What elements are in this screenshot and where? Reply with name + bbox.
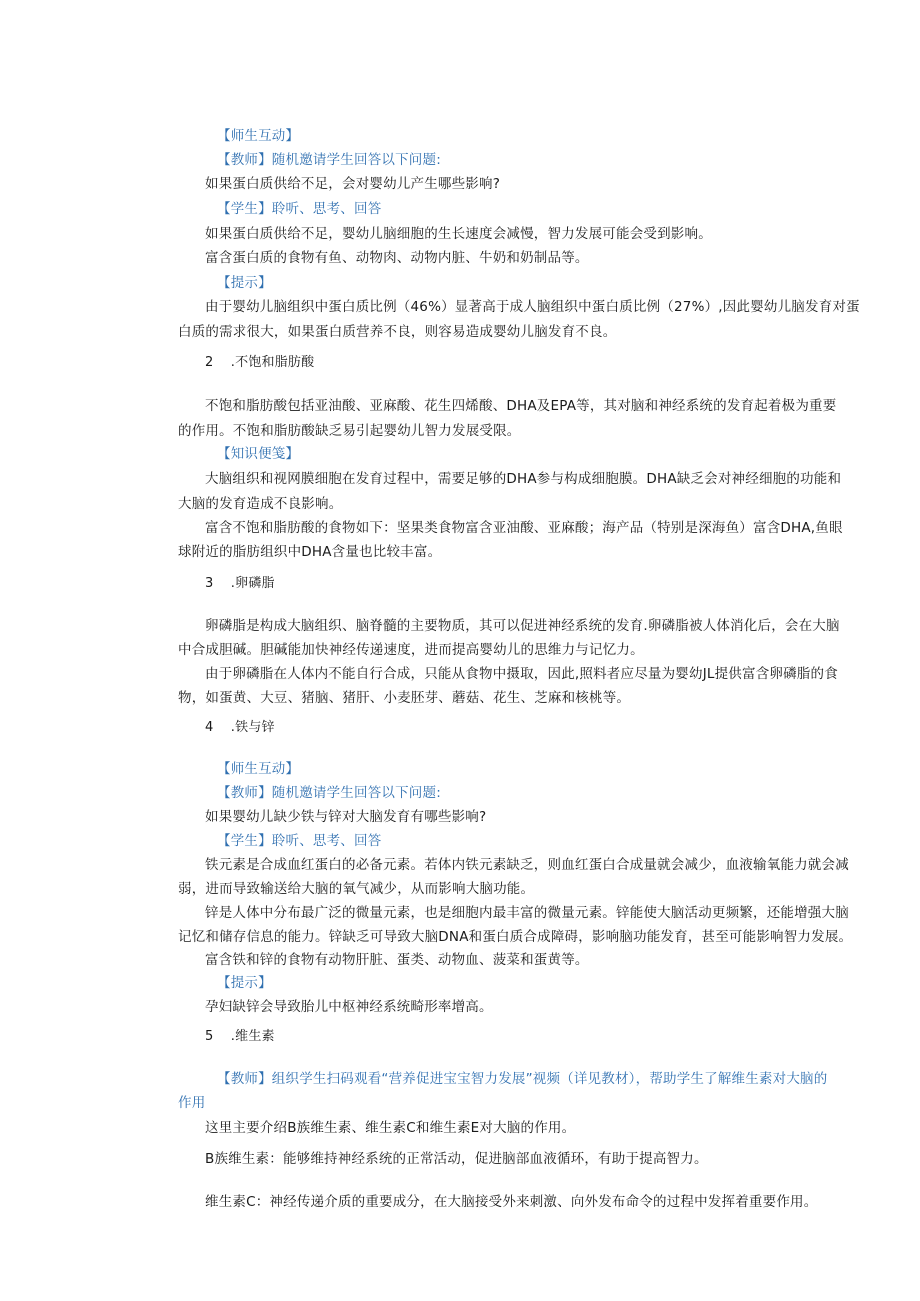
question-text: 如果蛋白质供给不足，会对婴幼儿产生哪些影响?	[205, 176, 501, 192]
paragraph-line: 中合成胆碱。胆碱能加快神经传递速度，进而提高婴幼儿的思维力与记忆力。	[178, 642, 644, 658]
teacher-prompt: 【教师】组织学生扫码观看“营养促进宝宝智力发展”视频（详见教材），帮助学生了解维生素对大脑的	[217, 1071, 828, 1087]
paragraph-line: 这里主要介绍B族维生素、维生素C和维生素E对大脑的作用。	[205, 1120, 576, 1136]
question-text: 如果婴幼儿缺少铁与锌对大脑发育有哪些影响?	[205, 809, 487, 825]
paragraph-line: 球附近的脂肪组织中DHA含量也比较丰富。	[178, 544, 442, 560]
teacher-prompt: 【教师】随机邀请学生回答以下问题:	[217, 785, 441, 801]
paragraph-line: 白质的需求很大，如果蛋白质营养不良，则容易造成婴幼儿脑发育不良。	[178, 324, 617, 340]
paragraph-line: 铁元素是合成血红蛋白的必备元素。若体内铁元素缺乏，则血红蛋白合成量就会减少，血液输氧能力就会减	[205, 857, 849, 873]
paragraph-line: 孕妇缺锌会导致胎儿中枢神经系统畸形率增高。	[205, 999, 493, 1015]
paragraph-line: 大脑的发育造成不良影响。	[178, 496, 343, 512]
knowledge-note-label: 【知识便笺】	[217, 446, 300, 462]
paragraph-line: 的作用。不饱和脂肪酸缺乏易引起婴幼儿智力发展受限。	[178, 423, 521, 439]
teacher-prompt-continuation: 作用	[178, 1095, 206, 1111]
section-heading: 5 .维生素	[205, 1029, 275, 1044]
paragraph-line: 卵磷脂是构成大脑组织、脑脊髓的主要物质，其可以促进神经系统的发育.卵磷脂被人体消化后，会在大脑	[205, 618, 840, 634]
section-label-interaction: 【师生互动】	[217, 761, 300, 777]
paragraph-line: B族维生素：能够维持神经系统的正常活动，促进脑部血液循环，有助于提高智力。	[205, 1151, 708, 1167]
paragraph-line: 如果蛋白质供给不足，婴幼儿脑细胞的生长速度会减慢，智力发展可能会受到影响。	[205, 226, 712, 242]
paragraph-line: 富含不饱和脂肪酸的食物如下：坚果类食物富含亚油酸、亚麻酸；海产品（特别是深海鱼）富含DHA,鱼眼	[205, 520, 843, 536]
section-label-interaction: 【师生互动】	[217, 128, 300, 144]
student-response-label: 【学生】聆听、思考、回答	[217, 833, 382, 849]
tip-label: 【提示】	[217, 975, 272, 991]
paragraph-line: 由于卵磷脂在人体内不能自行合成，只能从食物中摄取，因此,照料者应尽量为婴幼JL提供富含卵磷脂的食	[205, 666, 838, 682]
paragraph-line: 维生素C：神经传递介质的重要成分，在大脑接受外来刺激、向外发布命令的过程中发挥着重要作用。	[205, 1194, 818, 1210]
tip-label: 【提示】	[217, 275, 272, 291]
section-heading: 3 .卵磷脂	[205, 576, 275, 591]
paragraph-line: 物，如蛋黄、大豆、猪脑、猪肝、小麦胚芽、蘑菇、花生、芝麻和核桃等。	[178, 690, 631, 706]
paragraph-line: 大脑组织和视网膜细胞在发育过程中，需要足够的DHA参与构成细胞膜。DHA缺乏会对神经细胞的功能和	[205, 471, 842, 487]
section-heading: 4 .铁与锌	[205, 720, 275, 735]
student-response-label: 【学生】聆听、思考、回答	[217, 201, 382, 217]
paragraph-line: 富含铁和锌的食物有动物肝脏、蛋类、动物血、菠菜和蛋黄等。	[205, 952, 589, 968]
paragraph-line: 由于婴幼儿脑组织中蛋白质比例（46%）显著高于成人脑组织中蛋白质比例（27%）,因此婴幼儿脑发育对蛋	[205, 299, 860, 315]
paragraph-line: 锌是人体中分布最广泛的微量元素，也是细胞内最丰富的微量元素。锌能使大脑活动更频繁，还能增强大脑	[205, 905, 849, 921]
paragraph-line: 弱，进而导致输送给大脑的氧气减少，从而影响大脑功能。	[178, 881, 535, 897]
section-heading: 2 .不饱和脂肪酸	[205, 355, 315, 370]
teacher-prompt: 【教师】随机邀请学生回答以下问题:	[217, 152, 441, 168]
paragraph-line: 不饱和脂肪酸包括亚油酸、亚麻酸、花生四烯酸、DHA及EPA等，其对脑和神经系统的发育起着极为重要	[205, 398, 837, 414]
paragraph-line: 记忆和储存信息的能力。锌缺乏可导致大脑DNA和蛋白质合成障碍，影响脑功能发育，甚至可能影响智力发展。	[178, 929, 853, 945]
paragraph-line: 富含蛋白质的食物有鱼、动物肉、动物内脏、牛奶和奶制品等。	[205, 250, 589, 266]
